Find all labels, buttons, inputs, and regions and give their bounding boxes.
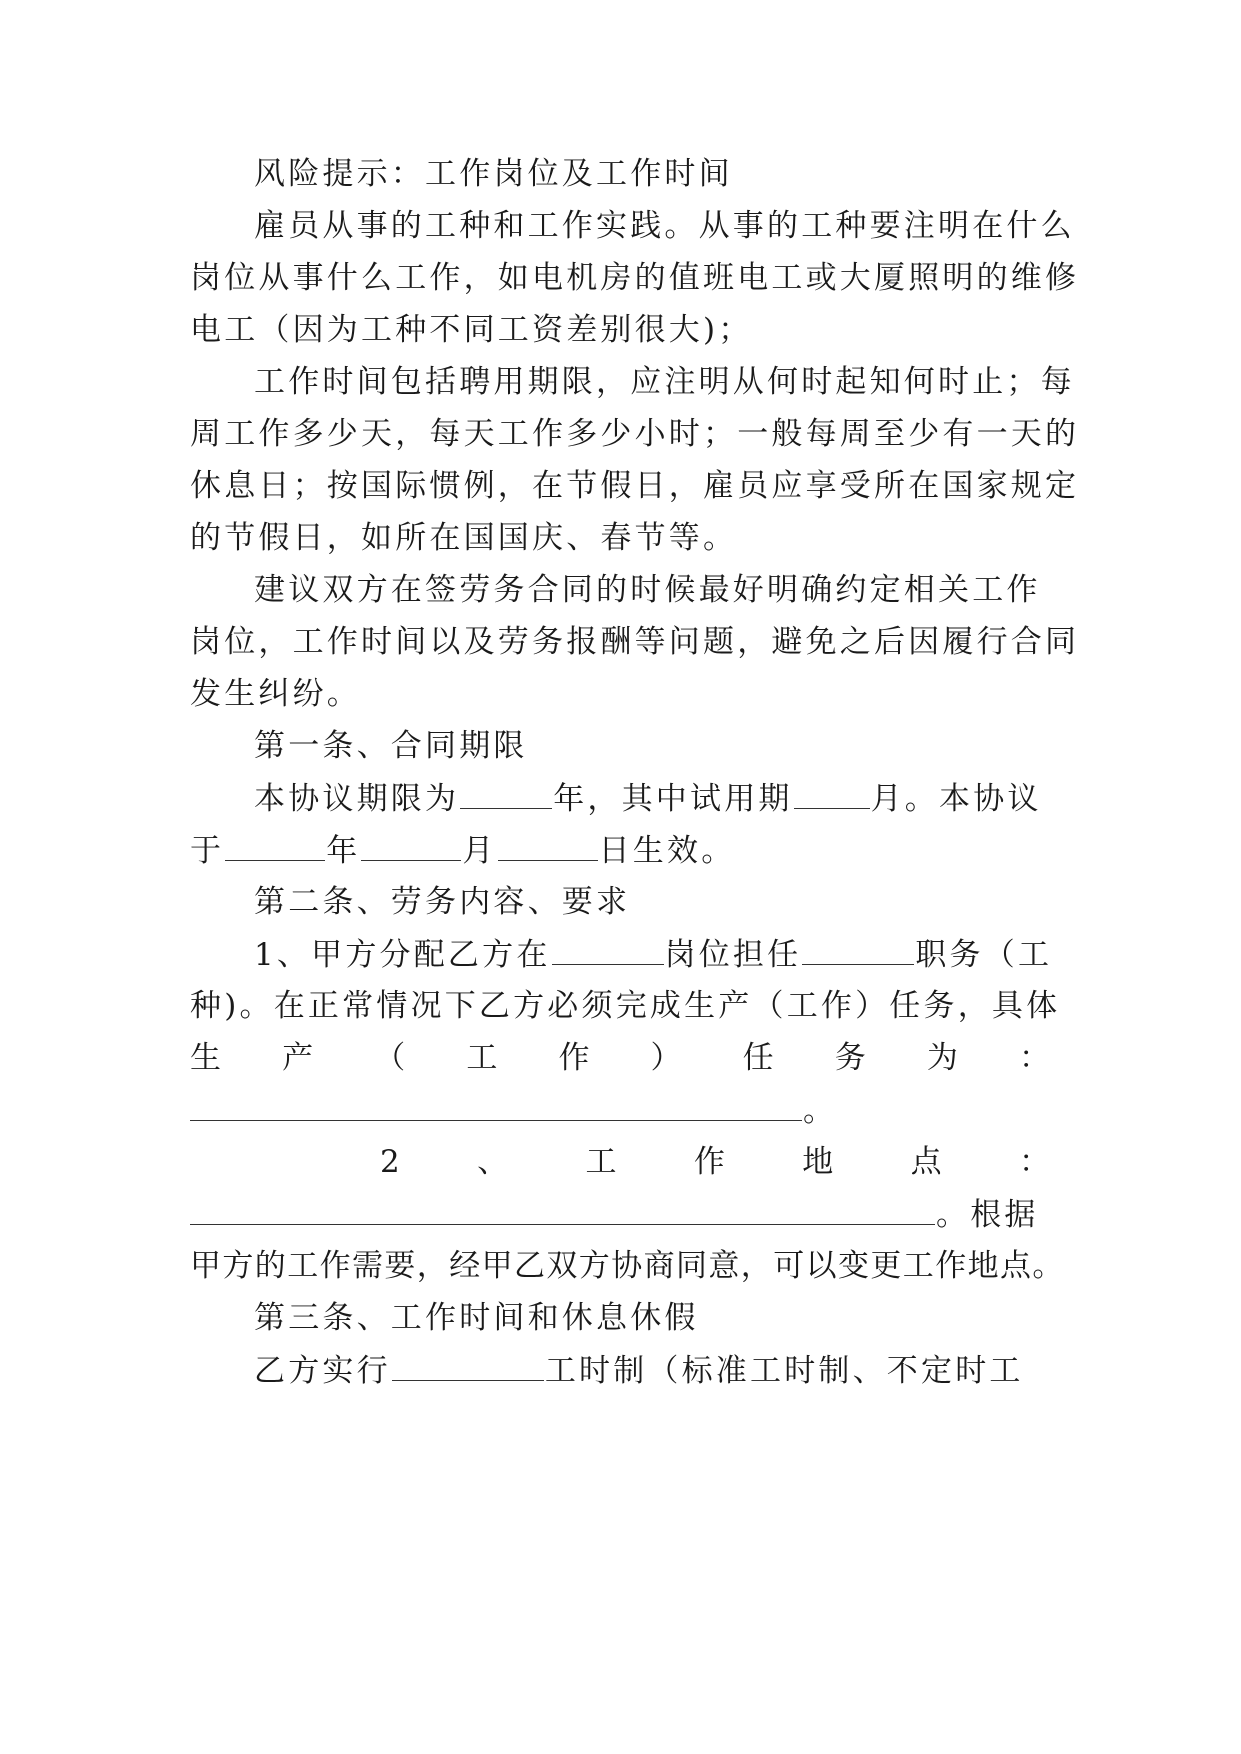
paragraph-line: 发生纠纷。 bbox=[190, 676, 361, 712]
term-text: 月 bbox=[462, 833, 497, 869]
spread-char: 点 bbox=[910, 1144, 942, 1180]
spread-char: 2 bbox=[380, 1144, 400, 1180]
term-line-2 bbox=[190, 830, 735, 870]
spread-char: 工 bbox=[585, 1144, 617, 1180]
term-line-1 bbox=[254, 778, 1042, 818]
worktime-text: 乙方实行 bbox=[254, 1353, 391, 1389]
spread-char: ） bbox=[650, 1040, 682, 1076]
spread-char: 地 bbox=[802, 1144, 834, 1180]
risk-heading: 风险提示：工作岗位及工作时间 bbox=[254, 156, 733, 192]
spread-char: 生 bbox=[190, 1040, 221, 1076]
workplace-end: 。根据 bbox=[936, 1197, 1039, 1233]
effective-day-blank[interactable] bbox=[498, 830, 598, 861]
spread-char: 为 bbox=[926, 1040, 958, 1076]
spread-char: （ bbox=[374, 1040, 406, 1076]
effective-month-blank[interactable] bbox=[361, 830, 461, 861]
spread-char: 工 bbox=[466, 1040, 498, 1076]
workplace-spread-line bbox=[190, 1142, 1050, 1182]
paragraph-line: 工作时间包括聘用期限，应注明从何时起知何时止；每 bbox=[254, 364, 1075, 400]
term-text: 本协议期限为 bbox=[254, 781, 460, 817]
spread-char: 作 bbox=[693, 1144, 725, 1180]
probation-months-blank[interactable] bbox=[794, 778, 870, 809]
duty-line-1 bbox=[254, 934, 1052, 974]
term-text: 日生效。 bbox=[598, 833, 736, 869]
years-blank[interactable] bbox=[460, 778, 552, 809]
worktime-text: 工时制（标准工时制、不定时工 bbox=[544, 1353, 1024, 1389]
working-hours-system-blank[interactable] bbox=[392, 1350, 544, 1381]
paragraph-line: 岗位，工作时间以及劳务报酬等问题，避免之后因履行合同 bbox=[190, 624, 1080, 660]
paragraph-line: 电工（因为工种不同工资差别很大)； bbox=[190, 312, 753, 348]
spread-char: ： bbox=[1018, 1144, 1050, 1180]
paragraph-line: 岗位从事什么工作，如电机房的值班电工或大厦照明的维修 bbox=[190, 260, 1080, 296]
worktime-line bbox=[254, 1350, 1024, 1390]
task-blank-line bbox=[190, 1090, 837, 1130]
task-spread-line bbox=[190, 1038, 1050, 1078]
position-blank[interactable] bbox=[802, 934, 914, 965]
paragraph-line: 休息日；按国际惯例，在节假日，雇员应享受所在国家规定 bbox=[190, 468, 1080, 504]
term-text: 年 bbox=[326, 833, 361, 869]
paragraph-line: 雇员从事的工种和工作实践。从事的工种要注明在什么 bbox=[254, 208, 1075, 244]
workplace-blank-line bbox=[190, 1194, 1039, 1234]
duty-text: 职务（工 bbox=[915, 937, 1053, 973]
spread-char: 作 bbox=[558, 1040, 590, 1076]
spread-char: 、 bbox=[477, 1144, 509, 1180]
article-1-title: 第一条、合同期限 bbox=[254, 728, 528, 764]
spread-char: 产 bbox=[282, 1040, 314, 1076]
article-2-title: 第二条、劳务内容、要求 bbox=[254, 884, 631, 920]
spread-char: ： bbox=[1018, 1040, 1050, 1076]
spread-char: 任 bbox=[742, 1040, 774, 1076]
term-text: 年，其中试用期 bbox=[553, 781, 793, 817]
paragraph-line: 种)。在正常情况下乙方必须完成生产（工作）任务，具体 bbox=[190, 988, 1061, 1024]
paragraph-line: 周工作多少天，每天工作多少小时；一般每周至少有一天的 bbox=[190, 416, 1080, 452]
term-text: 月。本协议 bbox=[870, 781, 1042, 817]
duty-text: 岗位担任 bbox=[664, 937, 802, 973]
task-blank[interactable] bbox=[190, 1090, 802, 1121]
effective-year-blank[interactable] bbox=[225, 830, 325, 861]
duty-text: 1、甲方分配乙方在 bbox=[254, 937, 551, 973]
paragraph-line: 甲方的工作需要，经甲乙双方协商同意，可以变更工作地点。 bbox=[190, 1248, 1065, 1284]
spread-char: 务 bbox=[834, 1040, 866, 1076]
post-blank[interactable] bbox=[552, 934, 664, 965]
article-3-title: 第三条、工作时间和休息休假 bbox=[254, 1300, 699, 1336]
task-end: 。 bbox=[803, 1093, 838, 1129]
term-text: 于 bbox=[190, 833, 225, 869]
workplace-blank[interactable] bbox=[190, 1194, 935, 1225]
paragraph-line: 建议双方在签劳务合同的时候最好明确约定相关工作 bbox=[254, 572, 1041, 608]
paragraph-line: 的节假日，如所在国国庆、春节等。 bbox=[190, 520, 738, 556]
